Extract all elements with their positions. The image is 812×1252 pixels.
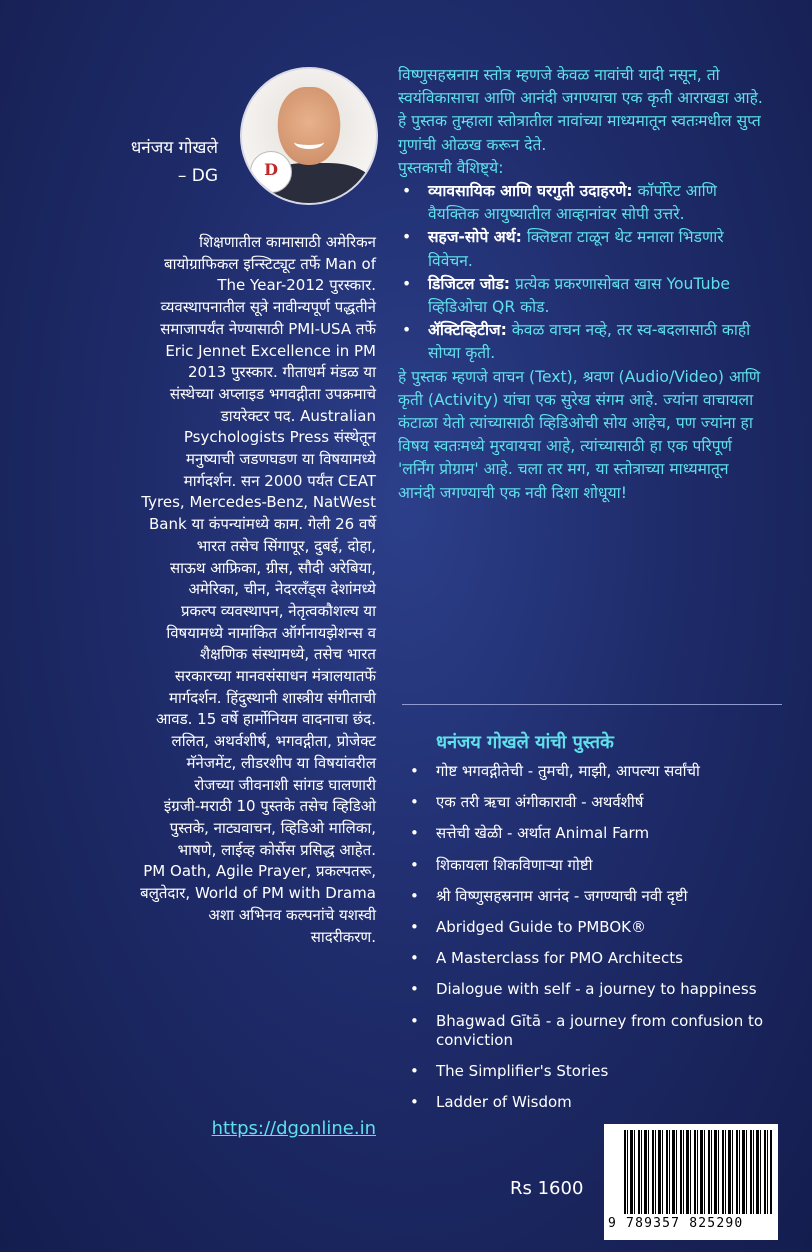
feature-text: केवळ वाचन नव्हे, तर स्व-बदलासाठी काही सोप्या कृती.: [428, 321, 751, 363]
bio-line: संस्थेच्या अप्लाइड भगवद्गीता उपक्रमाचे: [169, 384, 376, 403]
feature-title: ॲक्टिव्हिटीज:: [428, 321, 507, 340]
bio-line: शैक्षणिक संस्थामध्ये, तसेच भारत: [199, 645, 376, 664]
bio-line: मनुष्याची जडणघडण या विषयामध्ये: [185, 450, 376, 469]
feature-text: कॉर्पोरेट आणि वैयक्तिक आयुष्यातील आव्हानांवर सोपी उत्तरे.: [428, 182, 717, 224]
bio-line: डायरेक्टर पद. Australian: [220, 406, 376, 425]
bio-line: बायोग्राफिकल इन्स्टिट्यूट तर्फे Man of: [164, 254, 376, 273]
bio-line: व्यवस्थापनातील सूत्रे नावीन्यपूर्ण पद्धतीने: [160, 298, 376, 317]
bio-line: रोजच्या जीवनाशी सांगड घालणारी: [194, 775, 376, 794]
author-name: धनंजय गोखले: [130, 138, 218, 158]
bullet-icon: •: [402, 274, 412, 293]
author-tag: – DG: [177, 166, 218, 186]
book-item: [408, 793, 780, 812]
bio-line: Psychologists Press संस्थेतून: [183, 428, 376, 447]
bio-line: पुस्तके, नाट्यवाचन, व्हिडिओ मालिका,: [169, 818, 376, 837]
bio-line: The Year-2012 पुरस्कार.: [217, 276, 376, 295]
bullet-icon: •: [402, 228, 412, 247]
book-description: [398, 64, 770, 505]
bullet-icon: •: [410, 762, 419, 780]
bio-line: भाषणे, लाईव्ह कोर्सेस प्रसिद्ध आहेत.: [177, 840, 376, 859]
bio-line: समाजापर्यंत नेण्यासाठी PMI-USA तर्फे: [160, 319, 376, 338]
bio-line: Eric Jennet Excellence in PM: [165, 341, 376, 360]
bullet-icon: •: [410, 1062, 419, 1081]
feature-title: सहज-सोपे अर्थ:: [428, 228, 522, 247]
bio-line: Tyres, Mercedes-Benz, NatWest: [141, 493, 376, 512]
book-title: Abridged Guide to PMBOK®: [436, 918, 646, 937]
book-title: सत्तेची खेळी - अर्थात Animal Farm: [436, 824, 650, 843]
bio-line: मार्गदर्शन. सन 2000 पर्यंत CEAT: [183, 471, 376, 490]
bullet-icon: •: [410, 793, 419, 812]
book-title: Ladder of Wisdom: [436, 1093, 572, 1112]
bullet-icon: •: [410, 918, 419, 937]
bullet-icon: •: [410, 886, 419, 905]
publisher-logo-icon: D: [250, 151, 292, 193]
feature-item: [398, 180, 770, 226]
bio-line: सादरीकरण.: [310, 927, 376, 946]
author-face: [278, 87, 340, 165]
bio-line: शिक्षणातील कामासाठी अमेरिकन: [199, 233, 376, 251]
website-link[interactable]: https://dgonline.in: [211, 1118, 376, 1139]
book-item: [408, 1093, 780, 1112]
book-title: एक तरी ऋचा अंगीकारावी - अथर्वशीर्ष: [436, 793, 644, 812]
bullet-icon: •: [410, 1011, 419, 1030]
book-title: A Masterclass for PMO Architects: [436, 949, 683, 968]
bullet-icon: •: [410, 855, 419, 874]
book-title: The Simplifier's Stories: [436, 1062, 609, 1081]
section-divider: [402, 704, 782, 705]
isbn-number: 9 789357 825290: [608, 1216, 744, 1231]
features-heading: पुस्तकाची वैशिष्ट्ये:: [398, 158, 504, 177]
bio-line: PM Oath, Agile Prayer, प्रकल्पतरू,: [143, 862, 376, 881]
feature-item: [398, 319, 770, 365]
price-label: Rs 1600: [510, 1178, 584, 1199]
bullet-icon: •: [410, 824, 419, 843]
book-item: [408, 918, 780, 937]
features-list: [398, 180, 770, 366]
books-heading: धनंजय गोखले यांची पुस्तके: [436, 732, 614, 753]
isbn-barcode: [604, 1124, 778, 1240]
bio-line: मार्गदर्शन. हिंदुस्थानी शास्त्रीय संगीताची: [169, 688, 376, 707]
bullet-icon: •: [410, 1093, 419, 1112]
bullet-icon: •: [402, 182, 412, 201]
author-bio: [60, 232, 376, 948]
book-item: [408, 949, 780, 968]
book-title: श्री विष्णुसहस्रनाम आनंद - जगण्याची नवी दृष्टी: [436, 886, 688, 905]
books-list: [408, 762, 780, 1124]
barcode-bars-icon: [624, 1130, 772, 1214]
bio-line: मॅनेजमेंट, लीडरशीप या विषयांवरील: [186, 753, 376, 772]
bio-line: प्रकल्प व्यवस्थापन, नेतृत्वकौशल्य या: [180, 601, 376, 620]
bullet-icon: •: [410, 949, 419, 968]
feature-item: [398, 273, 770, 319]
bullet-icon: •: [402, 321, 412, 340]
author-photo: [240, 67, 378, 205]
bio-line: अशा अभिनव कल्पनांचे यशस्वी: [208, 905, 376, 924]
bio-line: विषयामध्ये नामांकित ऑर्गनायझेशन्स व: [166, 623, 376, 642]
bio-line: ललित, अथर्वशीर्ष, भगवद्गीता, प्रोजेक्ट: [171, 732, 376, 751]
book-title: शिकायला शिकविणाऱ्या गोष्टी: [436, 855, 593, 874]
feature-text: प्रत्येक प्रकरणासोबत खास YouTube व्हिडिओचा QR कोड.: [428, 274, 730, 317]
feature-title: डिजिटल जोड:: [428, 274, 511, 293]
book-item: [408, 980, 780, 999]
book-title: Dialogue with self - a journey to happiness: [436, 980, 757, 999]
bio-line: इंग्रजी-मराठी 10 पुस्तके तसेच व्हिडिओ: [163, 797, 376, 816]
bio-line: सरकारच्या मानवसंसाधन मंत्रालयातर्फे: [174, 667, 376, 686]
bio-line: आवड. 15 वर्षे हार्मोनियम वादनाचा छंद.: [155, 710, 376, 729]
book-title: Bhagwad Gītā - a journey from confusion to conviction: [436, 1011, 764, 1049]
bio-line: अमेरिका, चीन, नेदरलँड्स देशांमध्ये: [188, 580, 376, 599]
author-smile: [294, 135, 324, 149]
bio-line: Bank या कंपन्यांमध्ये काम. गेली 26 वर्षे: [149, 515, 376, 534]
closing-paragraph: हे पुस्तक म्हणजे वाचन (Text), श्रवण (Audio/Video) आणि कृती (Activity) यांचा एक सुरेख संगम आहे. ज्यांना वाचायला कंटाळा येतो त्यांच्यासाठी व्हिडिओची सोय आहेच, पण ज्यांना हा विषय स्वतःमध्ये मुरवायचा आहे, त्यांच्यासाठी हा एक परिपूर्ण 'लर्निंग प्रोग्राम' आहे. चला तर मग, या स्तोत्राच्या माध्यमातून आनंदी जगण्याची एक नवी दिशा शोधूया!: [398, 367, 761, 502]
book-item: [408, 887, 780, 906]
bio-line: 2013 पुरस्कार. गीताधर्म मंडळ या: [188, 363, 376, 382]
book-item: [408, 1012, 780, 1050]
feature-text: क्लिष्टता टाळून थेट मनाला भिडणारे विवेचन.: [428, 228, 724, 270]
bio-line: भारत तसेच सिंगापूर, दुबई, दोहा,: [196, 536, 376, 555]
feature-title: व्यावसायिक आणि घरगुती उदाहरणे:: [428, 182, 633, 201]
book-item: [408, 762, 780, 781]
feature-item: [398, 226, 770, 272]
book-item: [408, 1062, 780, 1081]
book-item: [408, 824, 780, 843]
bio-line: बलुतेदार, World of PM with Drama: [140, 884, 376, 903]
book-title: गोष्ट भगवद्गीतेची - तुमची, माझी, आपल्या सर्वांची: [436, 762, 700, 780]
bio-line: साऊथ आफ्रिका, ग्रीस, सौदी अरेबिया,: [170, 558, 376, 577]
intro-paragraph: विष्णुसहस्रनाम स्तोत्र म्हणजे केवळ नावांची यादी नसून, तो स्वयंविकासाचा आणि आनंदी जगण्याचा एक कृती आराखडा आहे. हे पुस्तक तुम्हाला स्तोत्रातील नावांच्या माध्यमातून स्वतःमधील सुप्त गुणांची ओळख करून देते.: [398, 66, 763, 154]
book-item: [408, 856, 780, 875]
bullet-icon: •: [410, 980, 419, 999]
